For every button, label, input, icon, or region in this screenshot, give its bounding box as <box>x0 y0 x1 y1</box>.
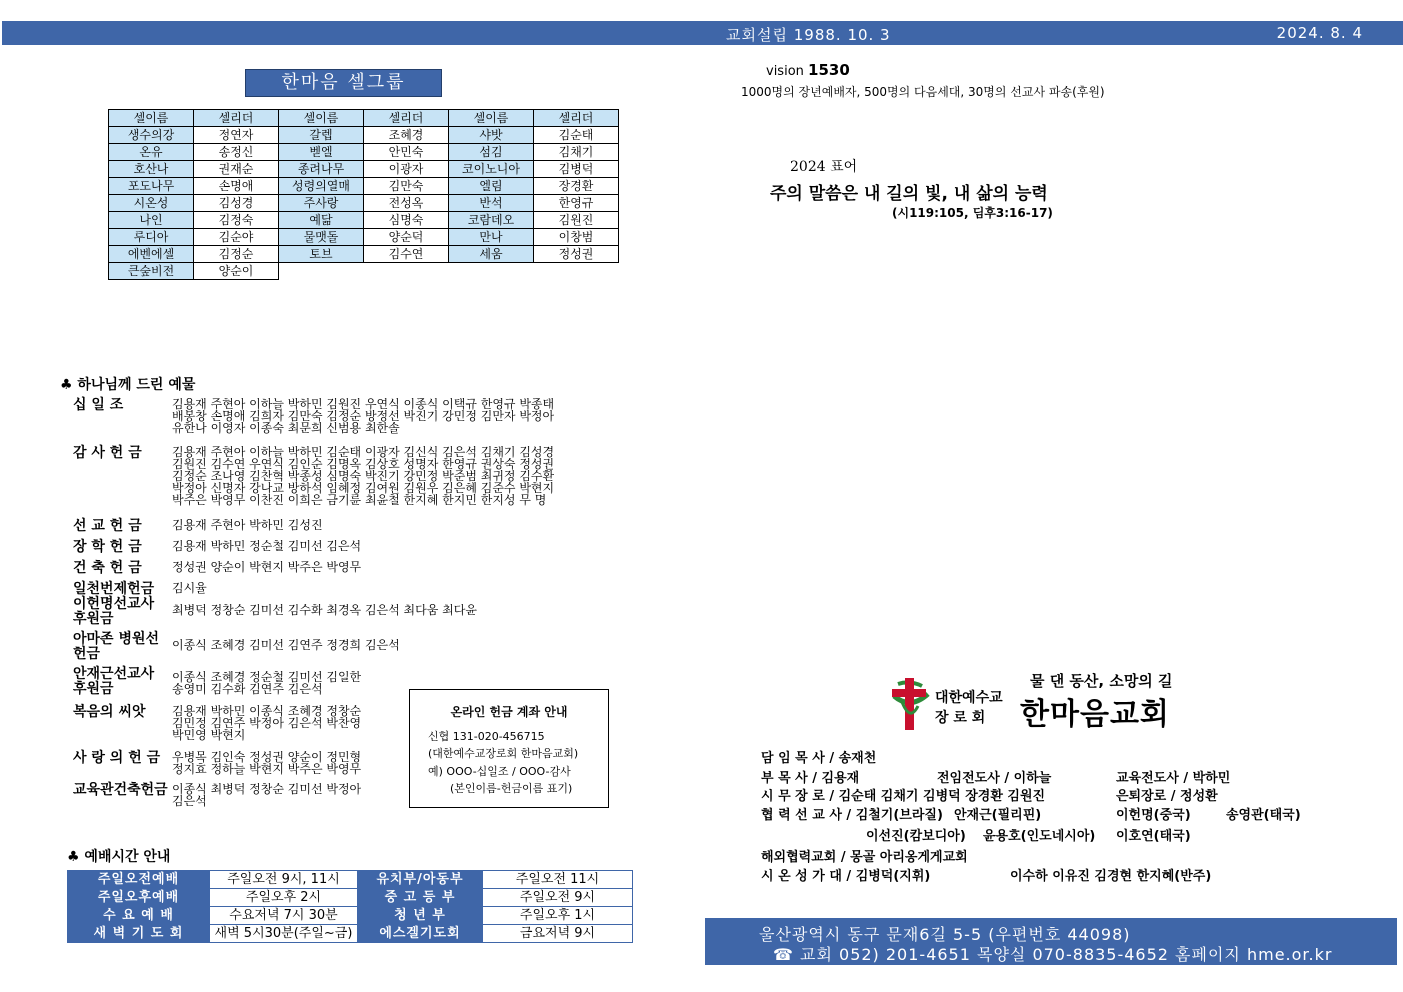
cell-leader: 권재순 <box>194 161 279 178</box>
cell-leader: 조혜경 <box>364 127 449 144</box>
worship-service-name: 수 요 예 배 <box>68 907 210 925</box>
motto-reference: (시119:105, 딤후3:16-17) <box>892 206 1053 220</box>
cell-name: 성령의열매 <box>279 178 364 195</box>
church-address: 울산광역시 동구 문재6길 5-5 (우편번호 44098) <box>759 925 1131 944</box>
worship-service-time: 주일오후 2시 <box>210 889 358 907</box>
cell-name: 생수의강 <box>109 127 194 144</box>
footer-banner <box>705 918 1397 965</box>
cell-leader: 김정순 <box>194 246 279 263</box>
staff-associate-pastor: 부 목 사 / 김용재 <box>761 771 860 786</box>
vision-heading <box>766 61 850 79</box>
online-account-title: 온라인 헌금 계좌 안내 <box>450 705 568 719</box>
worship-service-time: 수요저녁 7시 30분 <box>210 907 358 925</box>
offering-names: 이종식 최병덕 정창순 김미선 박정아 <box>172 783 362 795</box>
cell-name: 포도나무 <box>109 178 194 195</box>
worship-service-name: 주일오후예배 <box>68 889 210 907</box>
offering-names: 이종식 조혜경 김미선 김연주 정경희 김은석 <box>172 639 400 651</box>
staff-evangelist: 전임전도사 / 이하늘 <box>937 771 1052 786</box>
motto-text: 주의 말씀은 내 길의 빛, 내 삶의 능력 <box>770 184 1048 204</box>
cell-header: 셀이름 <box>109 110 194 127</box>
offering-names: 김용재 주현아 이하늘 박하민 김순태 이광자 김신식 김은석 김채기 김성경 <box>172 446 555 458</box>
worship-service-name: 주일오전예배 <box>68 871 210 889</box>
cell-header: 셀이름 <box>449 110 534 127</box>
cell-name: 예닮 <box>279 212 364 229</box>
cell-leader: 한영규 <box>534 195 619 212</box>
offering-label: 아마존 병원선헌금 <box>73 631 160 662</box>
staff-choir: 시 온 성 가 대 / 김병덕(지휘) <box>761 869 931 884</box>
cell-leader: 김성경 <box>194 195 279 212</box>
table-row <box>109 161 619 178</box>
table-row <box>109 263 619 280</box>
cell-name: 루디아 <box>109 229 194 246</box>
cell-name: 섬김 <box>449 144 534 161</box>
offering-names: 박민영 박현지 <box>172 729 246 741</box>
cell-name: 만나 <box>449 229 534 246</box>
staff-missionary: 이선진(캄보디아) <box>866 829 966 844</box>
cell-name: 토브 <box>279 246 364 263</box>
account-line: (대한예수교장로회 한마음교회) <box>428 747 579 760</box>
worship-service-time: 주일오전 9시, 11시 <box>210 871 358 889</box>
offering-names: 정지효 정하늘 박현지 박주은 박영무 <box>172 763 362 775</box>
cell-header: 셀리더 <box>534 110 619 127</box>
staff-accompanists: 이수하 이유진 김경현 한지혜(반주) <box>1010 869 1212 884</box>
offering-names: 김민정 김연주 박정아 김은석 박찬영 <box>172 717 362 729</box>
denomination-line: 장 로 회 <box>935 710 986 726</box>
table-row <box>109 195 619 212</box>
table-row <box>68 907 633 925</box>
church-contact: ☎ 교회 052) 201-4651 목양실 070-8835-4652 홈페이지 hme.or.kr <box>773 945 1333 964</box>
offering-names: 박정아 신명자 강나교 방하석 임혜정 김여원 김원우 김은혜 김준수 박현지 <box>172 482 555 494</box>
denomination-line: 대한예수교 <box>935 690 1003 706</box>
cell-leader: 장경환 <box>534 178 619 195</box>
offerings-title: ♣ 하나님께 드린 예물 <box>60 377 196 393</box>
staff-missionary: 윤용호(인도네시아) <box>983 829 1096 844</box>
cell-leader: 양순이 <box>194 263 279 280</box>
cell-leader: 정연자 <box>194 127 279 144</box>
cell-name: 종려나무 <box>279 161 364 178</box>
offering-names: 김은석 <box>172 795 207 807</box>
offering-names: 유한나 이영자 이종숙 최문희 신범용 최한솔 <box>172 422 400 434</box>
motto-year: 2024 표어 <box>790 159 858 175</box>
offering-names: 이종식 조혜경 정순철 김미선 김일한 <box>172 671 362 683</box>
table-row <box>109 144 619 161</box>
staff-missionary: 이호연(태국) <box>1116 829 1191 844</box>
cell-name: 세움 <box>449 246 534 263</box>
account-line: 예) OOO-십일조 / OOO-감사 <box>428 765 571 778</box>
cell-leader: 안민숙 <box>364 144 449 161</box>
bulletin-date: 2024. 8. 4 <box>1276 24 1363 42</box>
cell-header: 셀리더 <box>364 110 449 127</box>
cell-leader: 송정신 <box>194 144 279 161</box>
staff-missionary: 이헌명(중국) <box>1116 808 1191 823</box>
staff-retired-elder: 은퇴장로 / 정성환 <box>1116 789 1218 804</box>
offering-names: 최병덕 정창순 김미선 김수화 최경옥 김은석 최다움 최다윤 <box>172 604 477 616</box>
cell-header-row <box>109 110 619 127</box>
offering-names: 김용재 박하민 이종식 조혜경 정창순 <box>172 705 362 717</box>
cell-leader: 정성권 <box>534 246 619 263</box>
cell-name: 시온성 <box>109 195 194 212</box>
offering-names: 송영미 김수화 김연주 김은석 <box>172 683 323 695</box>
cell-group-title: 한마음 셀그룹 <box>245 69 442 97</box>
offering-label: 교육관건축헌금 <box>73 782 168 798</box>
cell-name: 반석 <box>449 195 534 212</box>
worship-table <box>67 870 633 943</box>
table-row <box>109 127 619 144</box>
worship-service-time: 주일오전 11시 <box>483 871 633 889</box>
offering-names: 김원진 김수연 우연식 김인순 김명옥 김상호 성명자 한영규 권상숙 정성권 <box>172 458 555 470</box>
offering-names: 김용재 주현아 이하늘 박하민 김원진 우연식 이종식 이택규 한영규 박종태 <box>172 398 555 410</box>
cell-header: 셀리더 <box>194 110 279 127</box>
cell-leader: 이광자 <box>364 161 449 178</box>
worship-service-name: 유치부/아동부 <box>358 871 483 889</box>
cell-header: 셀이름 <box>279 110 364 127</box>
cell-group-table <box>108 109 619 280</box>
offering-label: 장 학 헌 금 <box>73 539 142 555</box>
church-tagline: 물 댄 동산, 소망의 길 <box>1030 672 1173 690</box>
table-row <box>68 889 633 907</box>
cell-name: 물맷돌 <box>279 229 364 246</box>
offering-label: 십 일 조 <box>73 397 124 413</box>
cell-leader: 양순덕 <box>364 229 449 246</box>
offering-label: 선 교 헌 금 <box>73 518 142 534</box>
offering-names: 김용재 박하민 정순철 김미선 김은석 <box>172 540 362 552</box>
worship-service-name: 새 벽 기 도 회 <box>68 925 210 943</box>
cell-name: 코이노니아 <box>449 161 534 178</box>
vision-text: 1000명의 장년예배자, 500명의 다음세대, 30명의 선교사 파송(후원) <box>741 85 1105 99</box>
worship-service-name: 중 고 등 부 <box>358 889 483 907</box>
cell-leader: 김순태 <box>534 127 619 144</box>
cell-name: 에벤에셀 <box>109 246 194 263</box>
cell-leader: 김원진 <box>534 212 619 229</box>
offering-names: 우병목 김인숙 정성권 양순이 정민형 <box>172 751 362 763</box>
worship-service-time: 금요저녁 9시 <box>483 925 633 943</box>
offering-names: 배봉창 손명애 김희자 김만숙 김정순 방정선 박진기 강민정 김만자 박정아 <box>172 410 555 422</box>
worship-title: ♣ 예배시간 안내 <box>67 849 171 865</box>
staff-education-evangelist: 교육전도사 / 박하민 <box>1116 771 1231 786</box>
cross-logo-icon <box>888 676 932 732</box>
staff-missionary: 안재근(필리핀) <box>954 808 1042 823</box>
offering-label: 안재근선교사 후원금 <box>73 666 155 697</box>
cell-leader: 김수연 <box>364 246 449 263</box>
offering-label: 복음의 씨앗 <box>73 704 146 720</box>
vision-number: 1530 <box>808 61 850 79</box>
cell-name: 호산나 <box>109 161 194 178</box>
worship-service-time: 새벽 5시30분(주일~금) <box>210 925 358 943</box>
staff-partner-church: 해외협력교회 / 몽골 아리옹게게교회 <box>761 850 968 865</box>
worship-service-name: 에스겔기도회 <box>358 925 483 943</box>
cell-leader: 전성옥 <box>364 195 449 212</box>
cell-name: 주사랑 <box>279 195 364 212</box>
cell-leader: 손명애 <box>194 178 279 195</box>
cell-leader: 김순야 <box>194 229 279 246</box>
worship-service-time: 주일오전 9시 <box>483 889 633 907</box>
table-row <box>68 925 633 943</box>
staff-elders: 시 무 장 로 / 김순태 김채기 김병덕 장경환 김원진 <box>761 789 1046 804</box>
cell-name: 갈렙 <box>279 127 364 144</box>
offering-names: 정성권 양순이 박현지 박주은 박영무 <box>172 561 362 573</box>
cell-leader: 김만숙 <box>364 178 449 195</box>
offering-names: 김정순 조나영 김찬혁 박종성 심명숙 박진기 강민정 박준범 최귀정 김수환 <box>172 470 555 482</box>
cell-leader: 김정숙 <box>194 212 279 229</box>
cell-leader: 김병덕 <box>534 161 619 178</box>
staff-missionary: 협 력 선 교 사 / 김철기(브라질) <box>761 808 943 823</box>
cell-name: 엘림 <box>449 178 534 195</box>
top-banner <box>2 21 1403 45</box>
cell-name: 샤밧 <box>449 127 534 144</box>
offering-names: 김시율 <box>172 582 207 594</box>
cell-leader: 이창범 <box>534 229 619 246</box>
table-row <box>109 246 619 263</box>
worship-service-name: 청 년 부 <box>358 907 483 925</box>
table-row <box>109 178 619 195</box>
staff-missionary: 송영관(태국) <box>1226 808 1301 823</box>
offering-label: 감 사 헌 금 <box>73 445 142 461</box>
table-row <box>109 212 619 229</box>
cell-name: 벧엘 <box>279 144 364 161</box>
church-name: 한마음교회 <box>1020 697 1170 732</box>
account-line: 신협 131-020-456715 <box>428 730 545 743</box>
offering-names: 김용재 주현아 박하민 김성진 <box>172 519 323 531</box>
offering-label: 이헌명선교사 후원금 <box>73 596 155 627</box>
worship-service-time: 주일오후 1시 <box>483 907 633 925</box>
offering-label: 사 랑 의 헌 금 <box>73 750 161 766</box>
online-account-box <box>409 689 609 808</box>
table-row <box>109 229 619 246</box>
denomination <box>935 688 1003 728</box>
vision-label: vision <box>766 64 804 79</box>
cell-leader: 심명숙 <box>364 212 449 229</box>
cell-leader: 김채기 <box>534 144 619 161</box>
cell-name: 코람데오 <box>449 212 534 229</box>
founding-date: 교회설립 1988. 10. 3 <box>726 26 891 44</box>
offering-names: 박주은 박영무 이찬진 이희은 금기륜 최윤철 한지혜 한지민 한지성 무 명 <box>172 494 547 506</box>
staff-senior-pastor: 담 임 목 사 / 송재천 <box>761 751 877 766</box>
offering-label: 일천번제헌금 <box>73 581 155 597</box>
cell-name: 큰숲비전 <box>109 263 194 280</box>
account-line: (본인이름-헌금이름 표기) <box>450 782 573 795</box>
cell-name: 나인 <box>109 212 194 229</box>
table-row <box>68 871 633 889</box>
offering-label: 건 축 헌 금 <box>73 560 142 576</box>
cell-name: 온유 <box>109 144 194 161</box>
